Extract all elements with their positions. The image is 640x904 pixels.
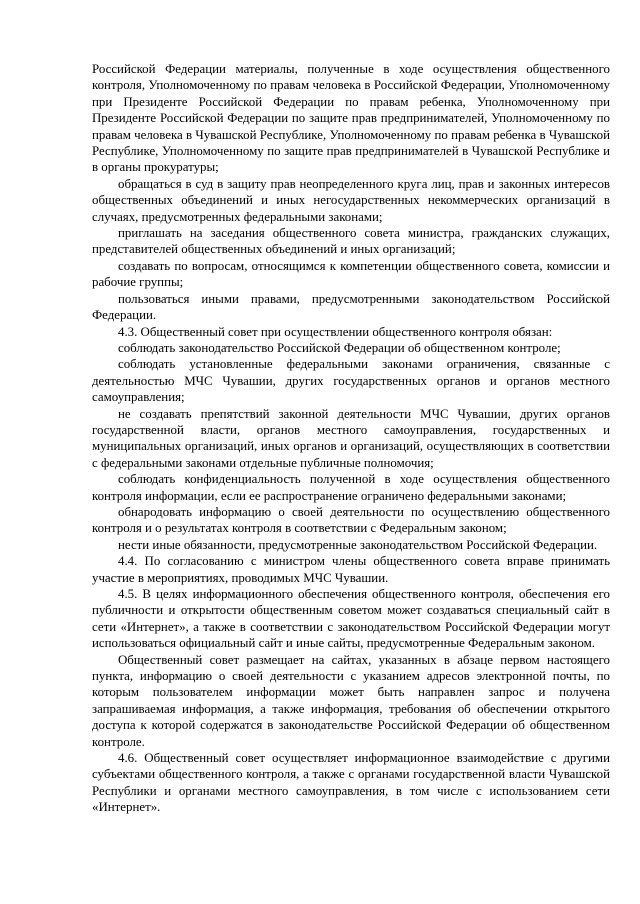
paragraph: Российской Федерации материалы, полученные в ходе осуществления общественного контроля, Уполномоченному по правам человека в Российской Федерации, Уполномоченному при Президенте Российской Федерации по правам ребенка, Уполномоченному при Президенте Российской Федерации по защите прав предпринимателей, Уполномоченному по правам человека в Чувашской Республике, Уполномоченному по правам ребенка в Чувашской Республике, Уполномоченному по защите прав предпринимателей в Чувашской Республике и в органы прокуратуры; bbox=[92, 62, 610, 175]
paragraph: 4.4. По согласованию с министром члены общественного совета вправе принимать участие в мероприятиях, проводимых МЧС Чувашии. bbox=[92, 554, 610, 585]
paragraph: не создавать препятствий законной деятельности МЧС Чувашии, других органов государственной власти, органов местного самоуправления, государственных и муниципальных организаций, иных органов и организаций, осуществляющих в соответствии с федеральными законами отдельные публичные полномочия; bbox=[92, 406, 610, 470]
paragraph: соблюдать законодательство Российской Федерации об общественном контроле; bbox=[118, 340, 561, 355]
paragraph: нести иные обязанности, предусмотренные законодательством Российской Федерации. bbox=[118, 537, 598, 552]
paragraph: 4.6. Общественный совет осуществляет информационное взаимодействие с другими субъектами общественного контроля, а также с органами государственной власти Чувашской Республики и органами местного самоуправления, в том числе с использованием сети «Интернет». bbox=[92, 751, 610, 815]
paragraph: соблюдать установленные федеральными законами ограничения, связанные с деятельностью МЧС Чувашии, других государственных органов и органов местного самоуправления; bbox=[92, 357, 610, 405]
paragraph: 4.5. В целях информационного обеспечения общественного контроля, обеспечения его публичности и открытости общественным советом может создаваться специальный сайт в сети «Интернет», а также в соответствии с законодательством Российской Федерации могут использоваться официальный сайт и иные сайты, предусмотренные Федеральным законом. bbox=[92, 587, 610, 651]
paragraph: 4.3. Общественный совет при осуществлении общественного контроля обязан: bbox=[118, 324, 553, 339]
paragraph: обнародовать информацию о своей деятельности по осуществлению общественного контроля и о результатах контроля в соответствии с Федеральным законом; bbox=[92, 504, 610, 536]
paragraph: соблюдать конфиденциальность полученной в ходе осуществления общественного контроля информации, если ее распространение ограничено федеральными законами; bbox=[92, 472, 610, 503]
paragraph: обращаться в суд в защиту прав неопределенного круга лиц, прав и законных интересов общественных объединений и иных негосударственных некоммерческих организаций в случаях, предусмотренных федеральными законами; bbox=[92, 176, 610, 224]
paragraph: Общественный совет размещает на сайтах, указанных в абзаце первом настоящего пункта, информацию о своей деятельности с указанием адресов электронной почты, по которым пользователем информации может быть направлен запрос и получена запрашиваемая информация, а также информация, требования об обеспечении открытого доступа к которой содержатся в законодательстве Российской Федерации об общественном контроле. bbox=[92, 652, 610, 749]
paragraph: приглашать на заседания общественного совета министра, гражданских служащих, представителей общественных объединений и иных организаций; bbox=[92, 226, 610, 257]
paragraph: создавать по вопросам, относящимся к компетенции общественного совета, комиссии и рабочие группы; bbox=[92, 258, 610, 290]
paragraph: пользоваться иными правами, предусмотренными законодательством Российской Федерации. bbox=[92, 291, 610, 323]
